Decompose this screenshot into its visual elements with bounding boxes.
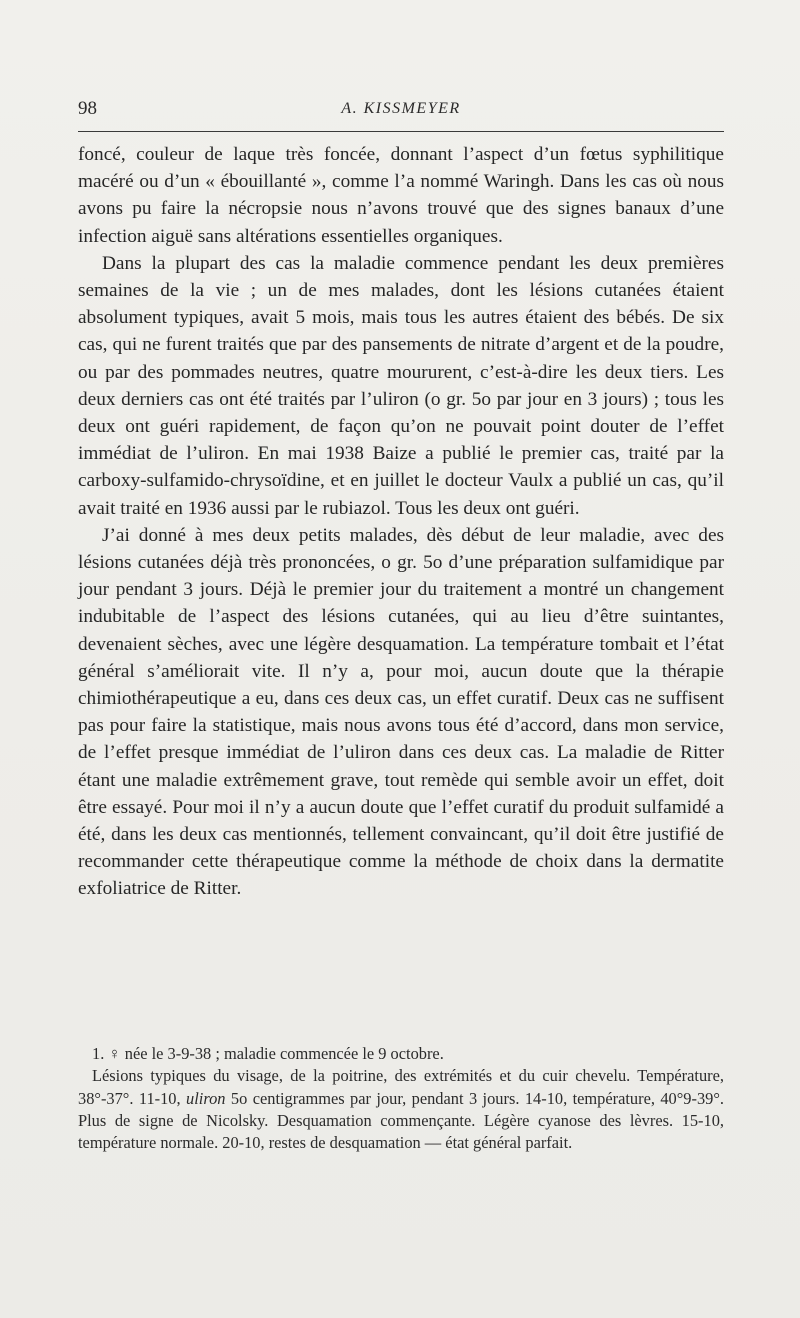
page-header [78,98,724,126]
case-note-2-text-b: 5o centigrammes par jour, pendant 3 jours. 14-10, température, 40°9-39°. Plus de signe de Nicolsky. Desquamation commençante. Légère cyanose des lèvres. 15-10, température normale. 20-10, restes de desquamation — état général parfait. [78,1088,725,1153]
case-note-1: 1. ♀ née le 3-9-38 ; maladie commencée le 9 octobre. [92,1044,444,1063]
paragraph-2: Dans la plupart des cas la maladie commence pendant les deux premières semaines de la vie ; un de mes malades, dont les lésions cutanées étaient absolument typiques, avait 5 mois, mais tous les autres étaient des bébés. De six cas, qui ne furent traités que par des pansements de nitrate d’argent et de la poudre, ou par des pommades neutres, quatre moururent, c’est-à-dire les deux tiers. Les deux derniers cas ont été traités par l’uliron (o gr. 5o par jour en 3 jours) ; tous les deux ont guéri rapidement, de façon qu’on ne pouvait point douter de l’effet immédiat de l’uliron. En mai 1938 Baize a publié le premier cas, traité par la carboxy-sulfamido-chrysoïdine, et en juillet le docteur Vaulx a publié un cas, qu’il avait traité en 1936 aussi par le rubiazol. Tous les deux ont guéri. [78,252,724,519]
case-note-2 [78,1065,724,1154]
main-text [78,141,724,903]
case-notes [78,1043,724,1154]
header-rule [78,131,724,132]
case-note-2-drug: uliron [186,1088,226,1108]
page-number: 98 [78,98,97,119]
paragraph-1: foncé, couleur de laque très foncée, donnant l’aspect d’un fœtus syphilitique macéré ou d’un « ébouillanté », comme l’a nommé Waringh. Dans les cas où nous avons pu faire la nécropsie nous n’avons trouvé que des signes banaux d’une infection aiguë sans altérations essentielles organiques. [78,144,724,247]
case-note-2-text-a: Lésions typiques du visage, de la poitrine, des extrémités et du cuir chevelu. Température, 38°-37°. 11-10, [78,1066,724,1108]
paragraph-3: J’ai donné à mes deux petits malades, dès début de leur maladie, avec des lésions cutanées déjà très prononcées, o gr. 5o d’une préparation sulfamidique par jour pendant 3 jours. Déjà le premier jour du traitement a montré un changement indubitable de l’aspect des lésions cutanées, qui au lieu d’être suintantes, devenaient sèches, avec une légère desquamation. La température tombait et l’état général s’améliorait vite. Il n’y a, pour moi, aucun doute que la thérapie chimiothérapeutique a eu, dans ces deux cas, un effet curatif. Deux cas ne suffisent pas pour faire la statistique, mais nous avons tous été d’accord, dans mon service, de l’effet presque immédiat de l’uliron dans ces deux cas. La maladie de Ritter étant une maladie extrêmement grave, tout remède qui semble avoir un effet, doit être essayé. Pour moi il n’y a aucun doute que l’effet curatif du produit sulfamidé a été, dans les deux cas mentionnés, tellement convaincant, qu’il doit être justifié de recommander cette thérapeutique comme la méthode de choix dans la dermatite exfoliatrice de Ritter. [78,524,724,900]
running-head-author: A. KISSMEYER [341,100,461,117]
